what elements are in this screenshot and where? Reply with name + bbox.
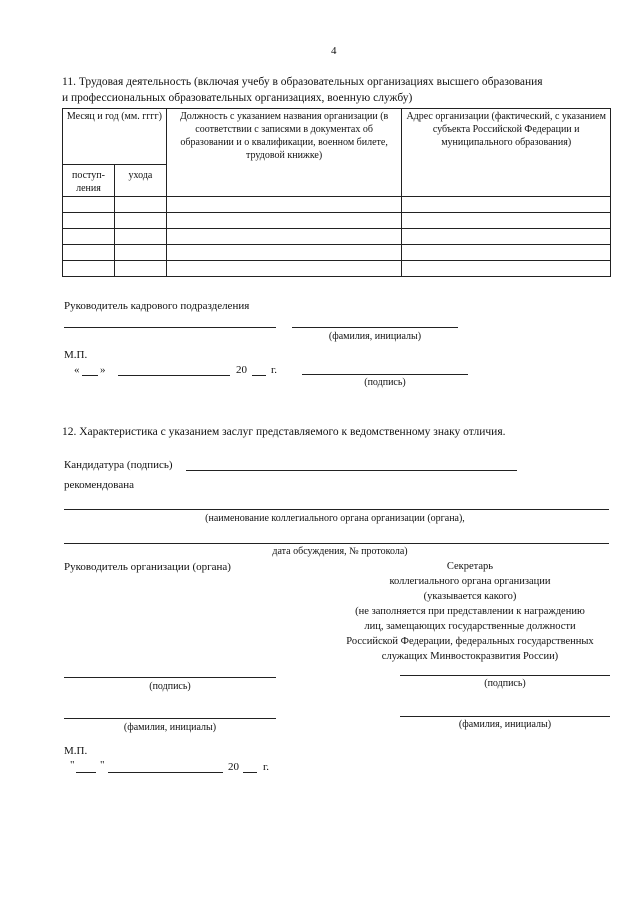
hr-signature-caption: (подпись) <box>364 377 406 388</box>
secretary-line: (не заполняется при представлении к награждению <box>355 606 585 617</box>
cell[interactable] <box>402 213 611 229</box>
org-head-signature-line[interactable] <box>64 677 276 678</box>
table-header-row <box>63 109 611 165</box>
hr-signature-line[interactable] <box>302 374 468 375</box>
section-11-title-line1: 11. Трудовая деятельность (включая учебу в образовательных организациях высшего образования <box>62 76 543 88</box>
table-row <box>63 197 611 213</box>
header-address: Адрес организации (фактический, с указанием субъекта Российской Федерации и муниципального образования) <box>402 109 611 197</box>
candidacy-label: Кандидатура (подпись) <box>64 459 173 471</box>
year-line-2[interactable] <box>243 772 257 773</box>
secretary-line: лиц, замещающих государственные должности <box>364 621 576 632</box>
org-head-label: Руководитель организации (органа) <box>64 561 231 573</box>
header-position: Должность с указанием названия организации (в соответствии с записями в документах об образовании и о квалификации, военном билете, трудовой книжке) <box>166 109 402 197</box>
discussion-line[interactable] <box>64 543 609 544</box>
year-prefix: 20 <box>236 364 247 376</box>
recommended-label: рекомендована <box>64 479 134 491</box>
cell[interactable] <box>63 245 115 261</box>
year-prefix-2: 20 <box>228 761 239 773</box>
cell[interactable] <box>63 197 115 213</box>
section-11-title <box>62 74 543 106</box>
table-row <box>63 229 611 245</box>
secretary-block <box>320 559 620 664</box>
secretary-fio-caption: (фамилия, инициалы) <box>458 719 552 730</box>
discussion-caption: дата обсуждения, № протокола) <box>272 546 408 557</box>
cell[interactable] <box>166 213 402 229</box>
stamp-mark-2: М.П. <box>64 745 88 757</box>
cell[interactable] <box>166 229 402 245</box>
cell[interactable] <box>63 229 115 245</box>
cell[interactable] <box>114 245 166 261</box>
hr-fio-caption: (фамилия, инициалы) <box>328 331 422 342</box>
secretary-signature-caption: (подпись) <box>484 678 526 689</box>
cell[interactable] <box>63 213 115 229</box>
cell[interactable] <box>166 245 402 261</box>
subheader-exit: ухода <box>114 165 166 197</box>
cell[interactable] <box>402 229 611 245</box>
secretary-line: (указывается какого) <box>423 591 517 602</box>
stamp-mark: М.П. <box>64 349 88 361</box>
year-line[interactable] <box>252 375 266 376</box>
secretary-signature-line[interactable] <box>400 675 610 676</box>
org-head-fio-line[interactable] <box>64 718 276 719</box>
cell[interactable] <box>114 261 166 277</box>
subheader-entry: поступ-ления <box>63 165 115 197</box>
cell[interactable] <box>114 213 166 229</box>
year-suffix-2: г. <box>263 761 270 773</box>
date-day-line-2[interactable] <box>76 772 96 773</box>
table-row <box>63 261 611 277</box>
hr-head-line-left[interactable] <box>64 327 276 328</box>
table-row <box>63 213 611 229</box>
date-day-line[interactable] <box>82 375 98 376</box>
collegial-body-line[interactable] <box>64 509 609 510</box>
year-suffix: г. <box>271 364 278 376</box>
date-month-line[interactable] <box>118 375 230 376</box>
secretary-line: Российской Федерации, федеральных государственных <box>346 636 594 647</box>
cell[interactable] <box>402 197 611 213</box>
cell[interactable] <box>402 261 611 277</box>
secretary-line: коллегиального органа организации <box>389 576 551 587</box>
date-close-quote-2: " <box>100 759 105 771</box>
hr-head-label: Руководитель кадрового подразделения <box>64 300 250 312</box>
cell[interactable] <box>402 245 611 261</box>
table-row <box>63 245 611 261</box>
secretary-line: служащих Минвостокразвития России) <box>381 651 559 662</box>
date-month-line-2[interactable] <box>108 772 223 773</box>
page-number: 4 <box>331 45 337 57</box>
secretary-fio-line[interactable] <box>400 716 610 717</box>
cell[interactable] <box>63 261 115 277</box>
candidacy-line[interactable] <box>186 470 517 471</box>
org-head-signature-caption: (подпись) <box>149 681 191 692</box>
header-month-year: Месяц и год (мм. гггг) <box>63 109 167 165</box>
cell[interactable] <box>114 229 166 245</box>
section-11-title-line2: и профессиональных образовательных организациях, военную службу) <box>62 92 413 104</box>
cell[interactable] <box>114 197 166 213</box>
hr-head-fio-line[interactable] <box>292 327 458 328</box>
collegial-body-caption: (наименование коллегиального органа организации (органа), <box>205 513 465 524</box>
date-close-quote: » <box>100 364 106 376</box>
date-open-quote-2: " <box>70 759 75 771</box>
org-head-fio-caption: (фамилия, инициалы) <box>123 722 217 733</box>
cell[interactable] <box>166 197 402 213</box>
cell[interactable] <box>166 261 402 277</box>
work-history-table <box>62 108 611 277</box>
section-12-title: 12. Характеристика с указанием заслуг представляемого к ведомственному знаку отличия. <box>62 426 506 438</box>
secretary-line: Секретарь <box>446 561 494 572</box>
date-open-quote: « <box>74 364 80 376</box>
